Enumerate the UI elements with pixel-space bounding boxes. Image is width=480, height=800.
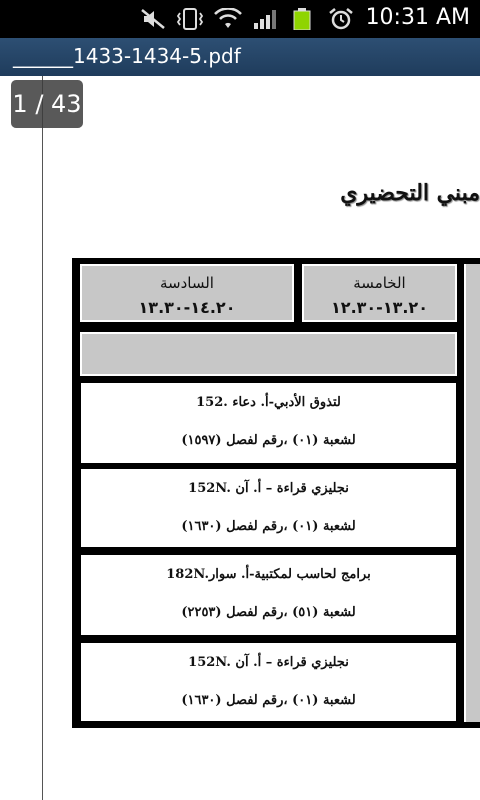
table-side-column (464, 264, 480, 722)
section-info: لشعبة (٥١) ،رقم لفصل (٢٢٥٣) (181, 605, 356, 620)
header-cell-fifth (302, 264, 457, 322)
document-file-name: ______1433-1434-5.pdf (13, 44, 241, 68)
schedule-entry (80, 382, 457, 464)
period-name: السادسة (160, 274, 214, 292)
battery-icon (292, 8, 312, 30)
page-indicator[interactable]: 1 / 43 (11, 80, 83, 128)
section-info: لشعبة (٠١) ،رقم لفصل (١٦٣٠) (181, 693, 356, 708)
wifi-icon (213, 8, 243, 30)
schedule-table (72, 258, 480, 728)
pdf-page[interactable] (0, 76, 480, 800)
section-info: لشعبة (٠١) ،رقم لفصل (١٥٩٧) (181, 433, 356, 448)
alarm-icon (328, 8, 354, 30)
status-clock: 10:31 AM (365, 5, 470, 30)
mute-icon (140, 8, 166, 30)
schedule-entry (80, 642, 457, 722)
signal-icon (252, 8, 280, 30)
period-time: ١٣.٢٠-١٢.٣٠ (331, 298, 428, 317)
status-bar (0, 0, 480, 38)
title-bar (0, 38, 480, 76)
vibrate-icon (176, 8, 204, 30)
empty-row (80, 332, 457, 376)
header-cell-sixth (80, 264, 294, 322)
course-title: 182N.برامج لحاسب لمكتبية-أ. سوار (166, 567, 371, 582)
section-info: لشعبة (٠١) ،رقم لفصل (١٦٣٠) (181, 519, 356, 534)
building-heading: مبني التحضيري (340, 180, 480, 206)
schedule-entry (80, 554, 457, 636)
period-time: ١٤.٢٠-١٣.٣٠ (138, 298, 236, 317)
period-name: الخامسة (353, 274, 406, 292)
course-title: 152N. نجليزي قراءة – أ. آن (188, 655, 349, 670)
page-margin-line (42, 76, 43, 800)
schedule-entry (80, 468, 457, 548)
course-title: 152N. نجليزي قراءة – أ. آن (188, 481, 349, 496)
course-title: 152. لتذوق الأدبي-أ. دعاء (196, 395, 341, 410)
